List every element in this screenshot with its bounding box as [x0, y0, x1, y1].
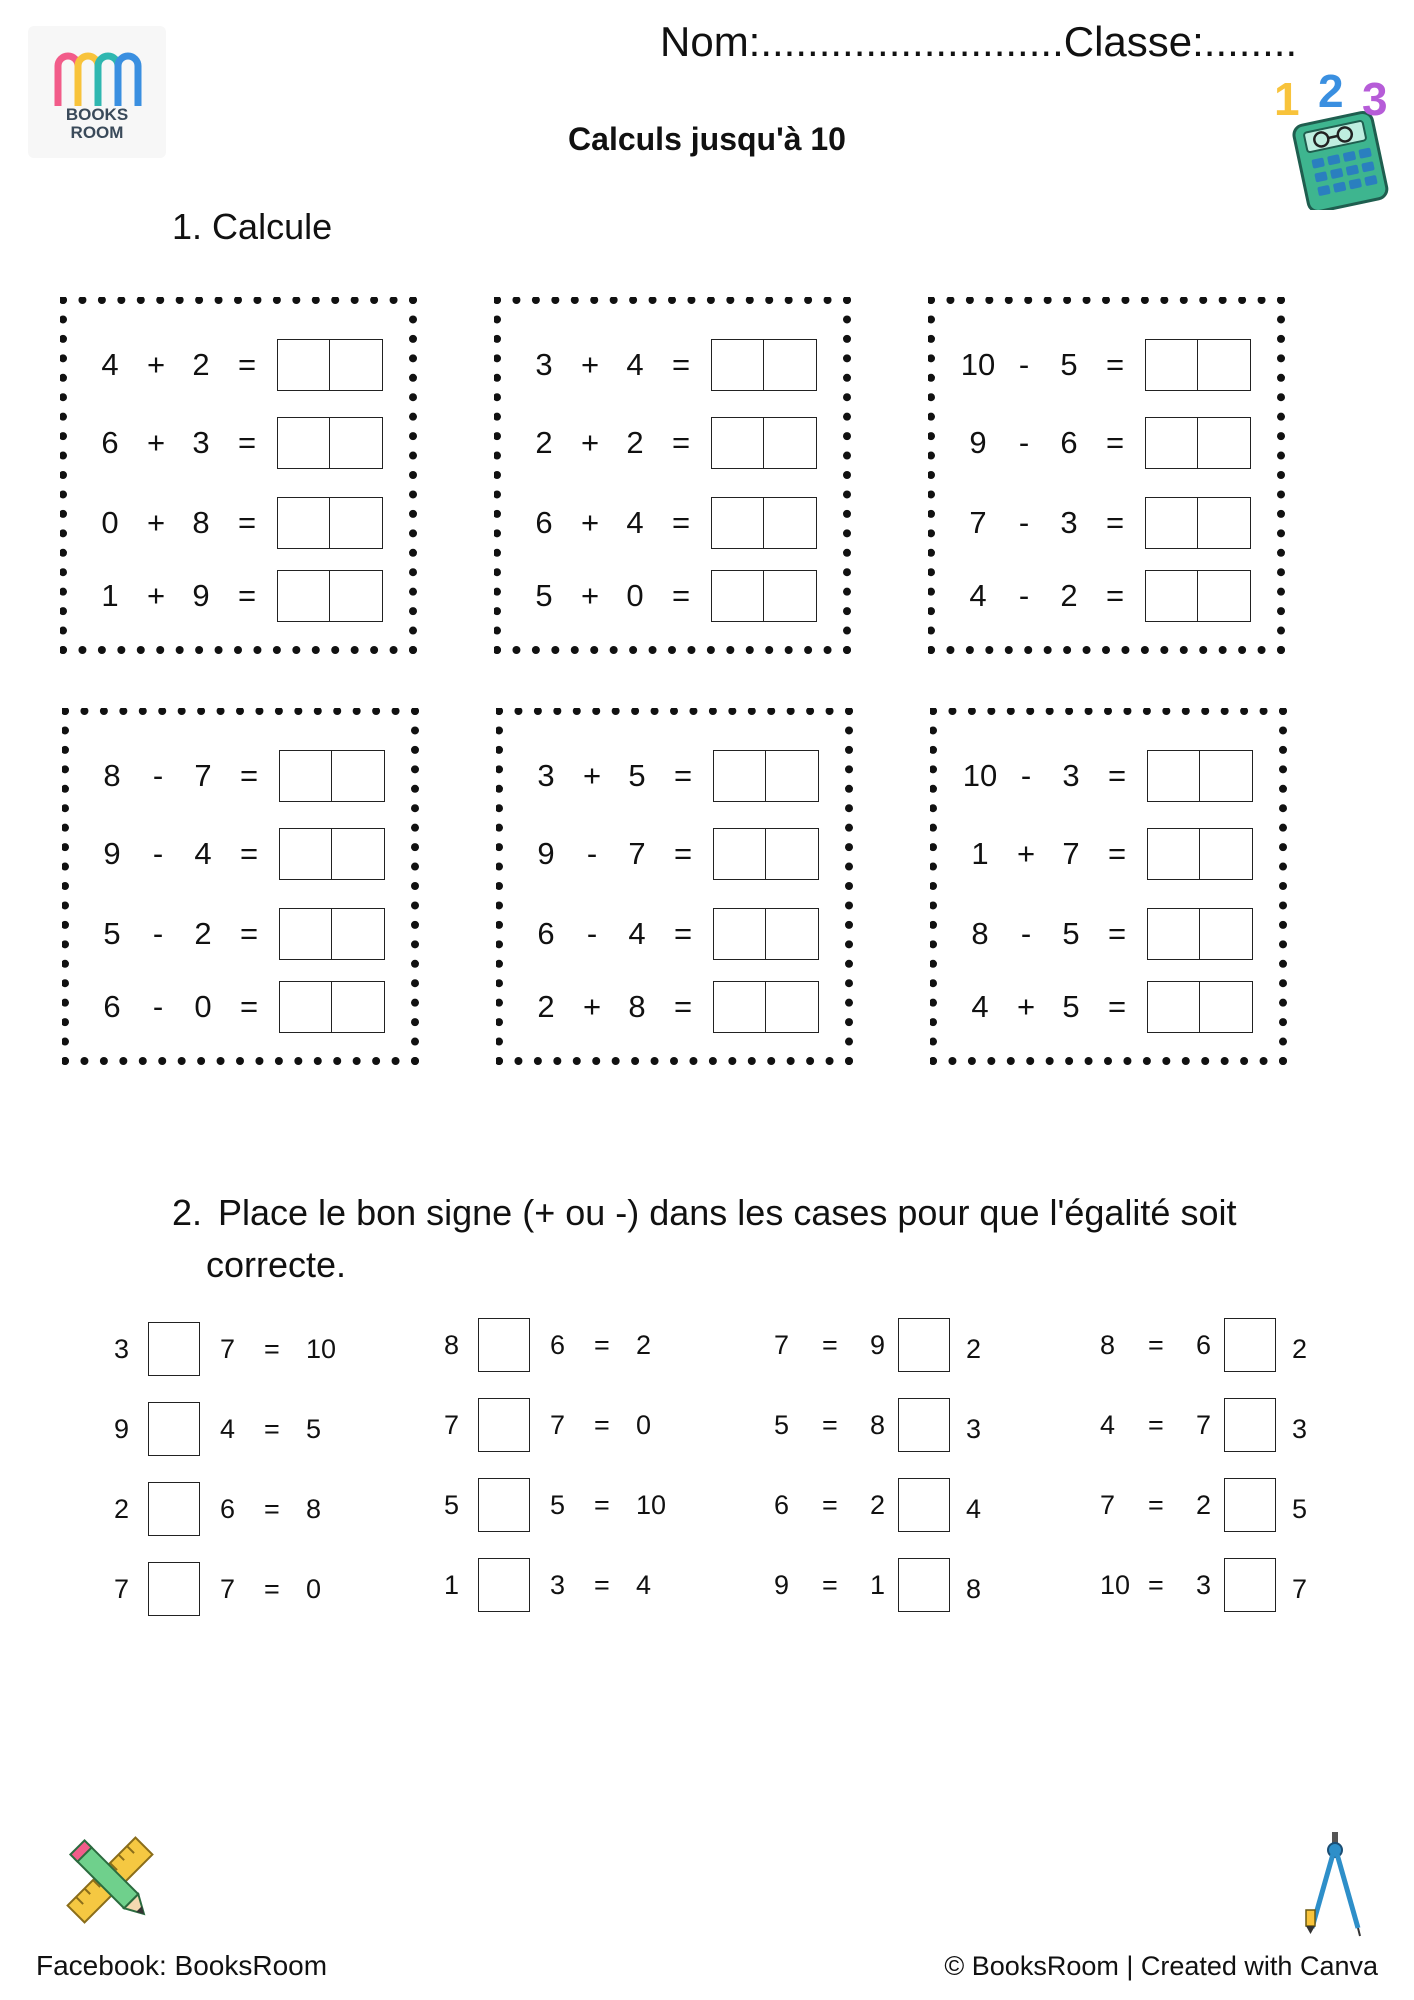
answer-box[interactable] [1145, 417, 1251, 469]
operand-b: 9 [192, 578, 210, 613]
section-1-label: Calcule [212, 206, 333, 247]
sign-equation-row [110, 1482, 370, 1538]
operand-a: 7 [969, 505, 987, 540]
sign-equation-row [440, 1318, 700, 1374]
operand-a: 10 [960, 347, 996, 382]
operand-b: 6 [220, 1494, 236, 1524]
equals-sign: = [264, 1574, 280, 1604]
result: 8 [306, 1494, 322, 1524]
sign-equation-row [110, 1402, 370, 1458]
equals-sign: = [239, 758, 259, 793]
equals-sign: = [671, 505, 691, 540]
answer-box[interactable] [713, 908, 819, 960]
operand-b: 5 [1062, 989, 1080, 1024]
answer-box[interactable] [1145, 497, 1251, 549]
equals-sign: = [264, 1334, 280, 1364]
operand-a: 3 [537, 758, 555, 793]
equals-sign: = [237, 347, 257, 382]
operand-a: 6 [103, 989, 121, 1024]
equals-sign: = [1107, 836, 1127, 871]
operand-a: 6 [101, 425, 119, 460]
name-class-line: Nom:..........................Classe:........ [660, 18, 1298, 65]
sign-equation-row [770, 1398, 1030, 1454]
equals-sign: = [671, 347, 691, 382]
operand-a: 1 [101, 578, 119, 613]
sign-box[interactable] [478, 1318, 530, 1372]
operand-b: 7 [628, 836, 646, 871]
result: 0 [636, 1410, 652, 1440]
answer-box[interactable] [279, 750, 385, 802]
result: 10 [1100, 1570, 1131, 1600]
result: 4 [1100, 1410, 1116, 1440]
operand-b: 6 [1060, 425, 1078, 460]
sign-column [440, 1318, 700, 1638]
sign-equation-row [1096, 1558, 1356, 1614]
operand-b: 4 [966, 1494, 982, 1524]
compass-icon [1300, 1830, 1370, 1940]
answer-box[interactable] [279, 981, 385, 1033]
operator: + [582, 758, 602, 793]
calc-box [494, 297, 844, 647]
equals-sign: = [239, 836, 259, 871]
operand-a: 2 [1196, 1490, 1212, 1520]
section-2-number: 2. [172, 1192, 203, 1233]
operand-a: 6 [1196, 1330, 1212, 1360]
sign-equation-row [1096, 1318, 1356, 1374]
answer-box[interactable] [277, 497, 383, 549]
answer-box[interactable] [711, 497, 817, 549]
operand-b: 5 [1062, 916, 1080, 951]
operand-b: 3 [192, 425, 210, 460]
sign-box[interactable] [1224, 1478, 1276, 1532]
sign-box[interactable] [1224, 1398, 1276, 1452]
calc-box [930, 708, 1280, 1058]
operand-a: 3 [114, 1334, 130, 1364]
operator: - [1020, 758, 1032, 793]
operand-a: 1 [870, 1570, 886, 1600]
operand-b: 2 [626, 425, 644, 460]
operator: - [1018, 347, 1030, 382]
sign-box[interactable] [898, 1478, 950, 1532]
equals-sign: = [673, 989, 693, 1024]
badge-digit-3: 3 [1362, 73, 1388, 125]
badge-digit-1: 1 [1274, 73, 1300, 125]
operand-a: 9 [103, 836, 121, 871]
equals-sign: = [1105, 578, 1125, 613]
sign-box[interactable] [898, 1318, 950, 1372]
operand-a: 2 [535, 425, 553, 460]
operator: + [146, 425, 166, 460]
result: 9 [774, 1570, 790, 1600]
sign-equation-row [1096, 1478, 1356, 1534]
equals-sign: = [671, 578, 691, 613]
operand-b: 4 [628, 916, 646, 951]
badge-digit-2: 2 [1318, 65, 1344, 117]
result: 5 [774, 1410, 790, 1440]
equals-sign: = [1148, 1410, 1164, 1440]
equals-sign: = [264, 1494, 280, 1524]
sign-box[interactable] [148, 1322, 200, 1376]
answer-box[interactable] [277, 417, 383, 469]
section-1-title [172, 206, 332, 248]
equals-sign: = [237, 425, 257, 460]
operand-b: 7 [220, 1574, 236, 1604]
operand-a: 0 [101, 505, 119, 540]
sign-box[interactable] [478, 1398, 530, 1452]
result: 4 [636, 1570, 652, 1600]
operator: + [1016, 989, 1036, 1024]
result: 10 [636, 1490, 667, 1520]
operand-a: 1 [444, 1570, 460, 1600]
operator: - [1018, 578, 1030, 613]
equals-sign: = [822, 1410, 838, 1440]
sign-equation-row [1096, 1398, 1356, 1454]
operand-a: 6 [537, 916, 555, 951]
operator: - [152, 836, 164, 871]
operand-a: 5 [535, 578, 553, 613]
equals-sign: = [594, 1330, 610, 1360]
operand-a: 8 [444, 1330, 460, 1360]
operand-a: 8 [870, 1410, 886, 1440]
operand-b: 8 [192, 505, 210, 540]
equals-sign: = [237, 505, 257, 540]
answer-box[interactable] [279, 908, 385, 960]
operand-a: 3 [535, 347, 553, 382]
answer-box[interactable] [1147, 981, 1253, 1033]
operand-b: 2 [1060, 578, 1078, 613]
operand-a: 5 [103, 916, 121, 951]
equals-sign: = [594, 1490, 610, 1520]
operand-a: 4 [101, 347, 119, 382]
answer-box[interactable] [713, 750, 819, 802]
answer-box[interactable] [1145, 339, 1251, 391]
operator: - [586, 836, 598, 871]
operand-a: 7 [1196, 1410, 1212, 1440]
answer-box[interactable] [713, 828, 819, 880]
equals-sign: = [673, 758, 693, 793]
sign-box[interactable] [148, 1562, 200, 1616]
equals-sign: = [673, 916, 693, 951]
operand-a: 5 [444, 1490, 460, 1520]
sign-box[interactable] [148, 1402, 200, 1456]
sign-equation-row [440, 1478, 700, 1534]
operand-a: 2 [537, 989, 555, 1024]
equals-sign: = [237, 578, 257, 613]
operand-a: 2 [870, 1490, 886, 1520]
sign-equation-row [440, 1398, 700, 1454]
operator: + [580, 425, 600, 460]
operand-b: 7 [194, 758, 212, 793]
operand-b: 4 [626, 347, 644, 382]
sign-box[interactable] [478, 1558, 530, 1612]
equals-sign: = [594, 1410, 610, 1440]
equals-sign: = [822, 1330, 838, 1360]
answer-box[interactable] [1147, 828, 1253, 880]
operand-a: 3 [1196, 1570, 1212, 1600]
operand-a: 1 [971, 836, 989, 871]
operand-b: 5 [1060, 347, 1078, 382]
logo-text-room: ROOM [70, 123, 124, 142]
calc-box [60, 297, 410, 647]
equals-sign: = [1148, 1490, 1164, 1520]
operand-b: 6 [550, 1330, 566, 1360]
operator: - [152, 916, 164, 951]
operand-a: 7 [444, 1410, 460, 1440]
result: 7 [1100, 1490, 1116, 1520]
operand-a: 6 [535, 505, 553, 540]
sign-box[interactable] [478, 1478, 530, 1532]
result: 7 [774, 1330, 790, 1360]
equals-sign: = [1107, 989, 1127, 1024]
operand-b: 3 [1292, 1414, 1308, 1444]
equals-sign: = [1148, 1330, 1164, 1360]
equals-sign: = [594, 1570, 610, 1600]
operand-a: 9 [870, 1330, 886, 1360]
equals-sign: = [239, 916, 259, 951]
equals-sign: = [1105, 425, 1125, 460]
sign-equation-row [110, 1322, 370, 1378]
equals-sign: = [264, 1414, 280, 1444]
operator: - [586, 916, 598, 951]
equals-sign: = [1107, 916, 1127, 951]
operand-b: 4 [220, 1414, 236, 1444]
copyright-credit: © BooksRoom | Created with Canva [944, 1951, 1378, 1981]
sign-equation-row [110, 1562, 370, 1618]
equals-sign: = [1105, 505, 1125, 540]
facebook-credit: Facebook: BooksRoom [36, 1950, 328, 1981]
answer-box[interactable] [713, 981, 819, 1033]
answer-box[interactable] [1147, 908, 1253, 960]
worksheet-title: Calculs jusqu'à 10 [568, 121, 846, 157]
sign-box[interactable] [1224, 1558, 1276, 1612]
equals-sign: = [671, 425, 691, 460]
result: 2 [636, 1330, 652, 1360]
operand-b: 2 [966, 1334, 982, 1364]
operator: + [580, 505, 600, 540]
operand-b: 8 [628, 989, 646, 1024]
operand-a: 4 [969, 578, 987, 613]
equals-sign: = [673, 836, 693, 871]
operand-b: 4 [194, 836, 212, 871]
operator: - [152, 758, 164, 793]
operand-a: 9 [114, 1414, 130, 1444]
answer-box[interactable] [277, 339, 383, 391]
sign-equation-row [770, 1558, 1030, 1614]
operator: + [146, 347, 166, 382]
operand-a: 10 [962, 758, 998, 793]
section-1-number: 1. [172, 206, 203, 247]
operator: - [1020, 916, 1032, 951]
sign-column [770, 1318, 1030, 1638]
operand-a: 8 [103, 758, 121, 793]
operand-b: 0 [626, 578, 644, 613]
operand-b: 7 [550, 1410, 566, 1440]
logo-text-books: BOOKS [65, 105, 129, 124]
operand-b: 2 [194, 916, 212, 951]
equals-sign: = [239, 989, 259, 1024]
operator: + [580, 578, 600, 613]
operand-b: 7 [1062, 836, 1080, 871]
pencil-ruler-icon [60, 1830, 160, 1930]
operand-a: 2 [114, 1494, 130, 1524]
operand-b: 3 [966, 1414, 982, 1444]
sign-equation-row [440, 1558, 700, 1614]
calc-box [62, 708, 412, 1058]
operator: + [146, 505, 166, 540]
operand-b: 3 [1062, 758, 1080, 793]
operand-b: 3 [550, 1570, 566, 1600]
section-2-line2: correcte. [206, 1244, 347, 1285]
operand-b: 2 [1292, 1334, 1308, 1364]
answer-box[interactable] [1147, 750, 1253, 802]
operand-b: 3 [1060, 505, 1078, 540]
answer-box[interactable] [711, 570, 817, 622]
result: 6 [774, 1490, 790, 1520]
operand-b: 8 [966, 1574, 982, 1604]
result: 5 [306, 1414, 322, 1444]
operand-b: 7 [220, 1334, 236, 1364]
operand-a: 4 [971, 989, 989, 1024]
operator: - [1018, 505, 1030, 540]
sign-equation-row [770, 1478, 1030, 1534]
result: 10 [306, 1334, 337, 1364]
operand-b: 5 [628, 758, 646, 793]
sign-box[interactable] [1224, 1318, 1276, 1372]
equals-sign: = [822, 1570, 838, 1600]
section-2-line1: Place le bon signe (+ ou -) dans les cases pour que l'égalité soit [218, 1192, 1237, 1233]
operand-b: 5 [1292, 1494, 1308, 1524]
sign-equation-row [770, 1318, 1030, 1374]
calc-box [496, 708, 846, 1058]
answer-box[interactable] [711, 417, 817, 469]
operand-a: 9 [537, 836, 555, 871]
operator: + [580, 347, 600, 382]
result: 0 [306, 1574, 322, 1604]
sign-box[interactable] [148, 1482, 200, 1536]
equals-sign: = [822, 1490, 838, 1520]
operand-a: 7 [114, 1574, 130, 1604]
sign-box[interactable] [898, 1558, 950, 1612]
answer-box[interactable] [1145, 570, 1251, 622]
equals-sign: = [1107, 758, 1127, 793]
operand-b: 5 [550, 1490, 566, 1520]
calc-box [928, 297, 1278, 647]
operator: + [1016, 836, 1036, 871]
operator: + [146, 578, 166, 613]
sign-box[interactable] [898, 1398, 950, 1452]
operand-a: 8 [971, 916, 989, 951]
operator: - [152, 989, 164, 1024]
operand-b: 0 [194, 989, 212, 1024]
operand-a: 9 [969, 425, 987, 460]
sign-column [110, 1322, 370, 1642]
operator: + [582, 989, 602, 1024]
sign-column [1096, 1318, 1356, 1638]
equals-sign: = [1148, 1570, 1164, 1600]
answer-box[interactable] [277, 570, 383, 622]
equals-sign: = [1105, 347, 1125, 382]
answer-box[interactable] [279, 828, 385, 880]
operator: - [1018, 425, 1030, 460]
answer-box[interactable] [711, 339, 817, 391]
operand-b: 2 [192, 347, 210, 382]
result: 8 [1100, 1330, 1116, 1360]
section-2-title [172, 1187, 1322, 1291]
operand-b: 7 [1292, 1574, 1308, 1604]
operand-b: 4 [626, 505, 644, 540]
